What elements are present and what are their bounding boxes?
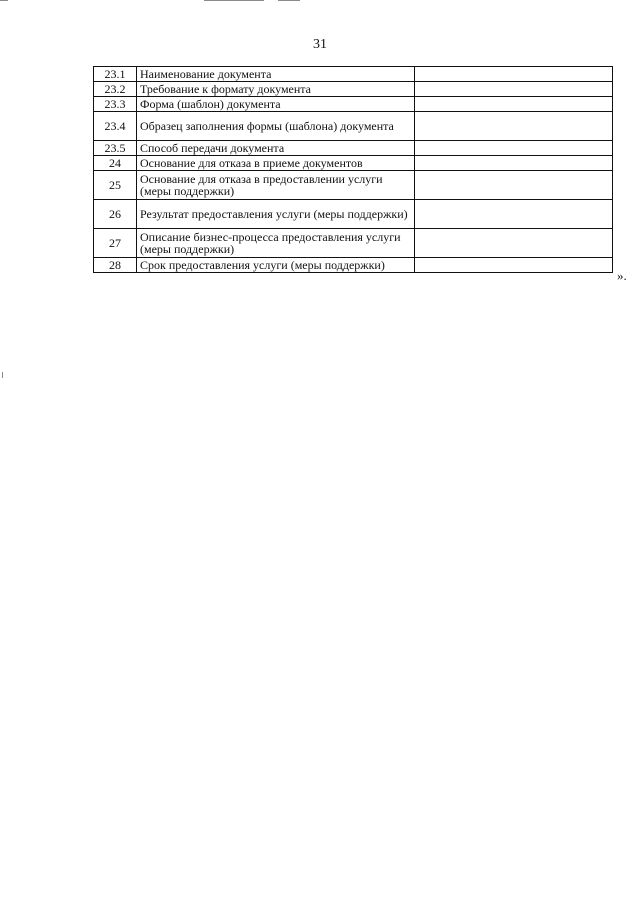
row-name: Срок предоставления услуги (меры поддержки) (137, 258, 415, 273)
row-value (415, 97, 613, 112)
row-name: Форма (шаблон) документа (137, 97, 415, 112)
table-row (94, 97, 613, 112)
table-row (94, 82, 613, 97)
row-name: Основание для отказа в предоставлении услуги (меры поддержки) (137, 171, 415, 200)
row-value (415, 82, 613, 97)
table-row (94, 258, 613, 273)
row-value (415, 171, 613, 200)
row-name: Основание для отказа в приеме документов (137, 156, 415, 171)
row-name: Требование к формату документа (137, 82, 415, 97)
table-row (94, 200, 613, 229)
closing-quote: ». (617, 268, 627, 283)
row-number: 23.4 (94, 112, 137, 141)
row-value (415, 258, 613, 273)
row-name: Способ передачи документа (137, 141, 415, 156)
table-row (94, 141, 613, 156)
table-row (94, 67, 613, 82)
row-number: 27 (94, 229, 137, 258)
row-number: 28 (94, 258, 137, 273)
table-row (94, 171, 613, 200)
row-number: 25 (94, 171, 137, 200)
row-value (415, 156, 613, 171)
row-number: 23.2 (94, 82, 137, 97)
row-value (415, 112, 613, 141)
row-name: Результат предоставления услуги (меры поддержки) (137, 200, 415, 229)
scan-mark (278, 0, 300, 1)
row-value (415, 141, 613, 156)
scan-mark (204, 0, 264, 1)
document-table (93, 66, 613, 273)
scan-mark (0, 0, 8, 1)
row-number: 23.5 (94, 141, 137, 156)
table-row (94, 229, 613, 258)
table-row (94, 156, 613, 171)
scan-mark (2, 372, 3, 378)
row-value (415, 200, 613, 229)
table-row (94, 112, 613, 141)
row-name: Наименование документа (137, 67, 415, 82)
row-name: Образец заполнения формы (шаблона) документа (137, 112, 415, 141)
row-value (415, 229, 613, 258)
row-number: 23.1 (94, 67, 137, 82)
row-number: 23.3 (94, 97, 137, 112)
row-number: 26 (94, 200, 137, 229)
row-name: Описание бизнес-процесса предоставления услуги (меры поддержки) (137, 229, 415, 258)
row-value (415, 67, 613, 82)
page-number: 31 (313, 37, 327, 52)
row-number: 24 (94, 156, 137, 171)
